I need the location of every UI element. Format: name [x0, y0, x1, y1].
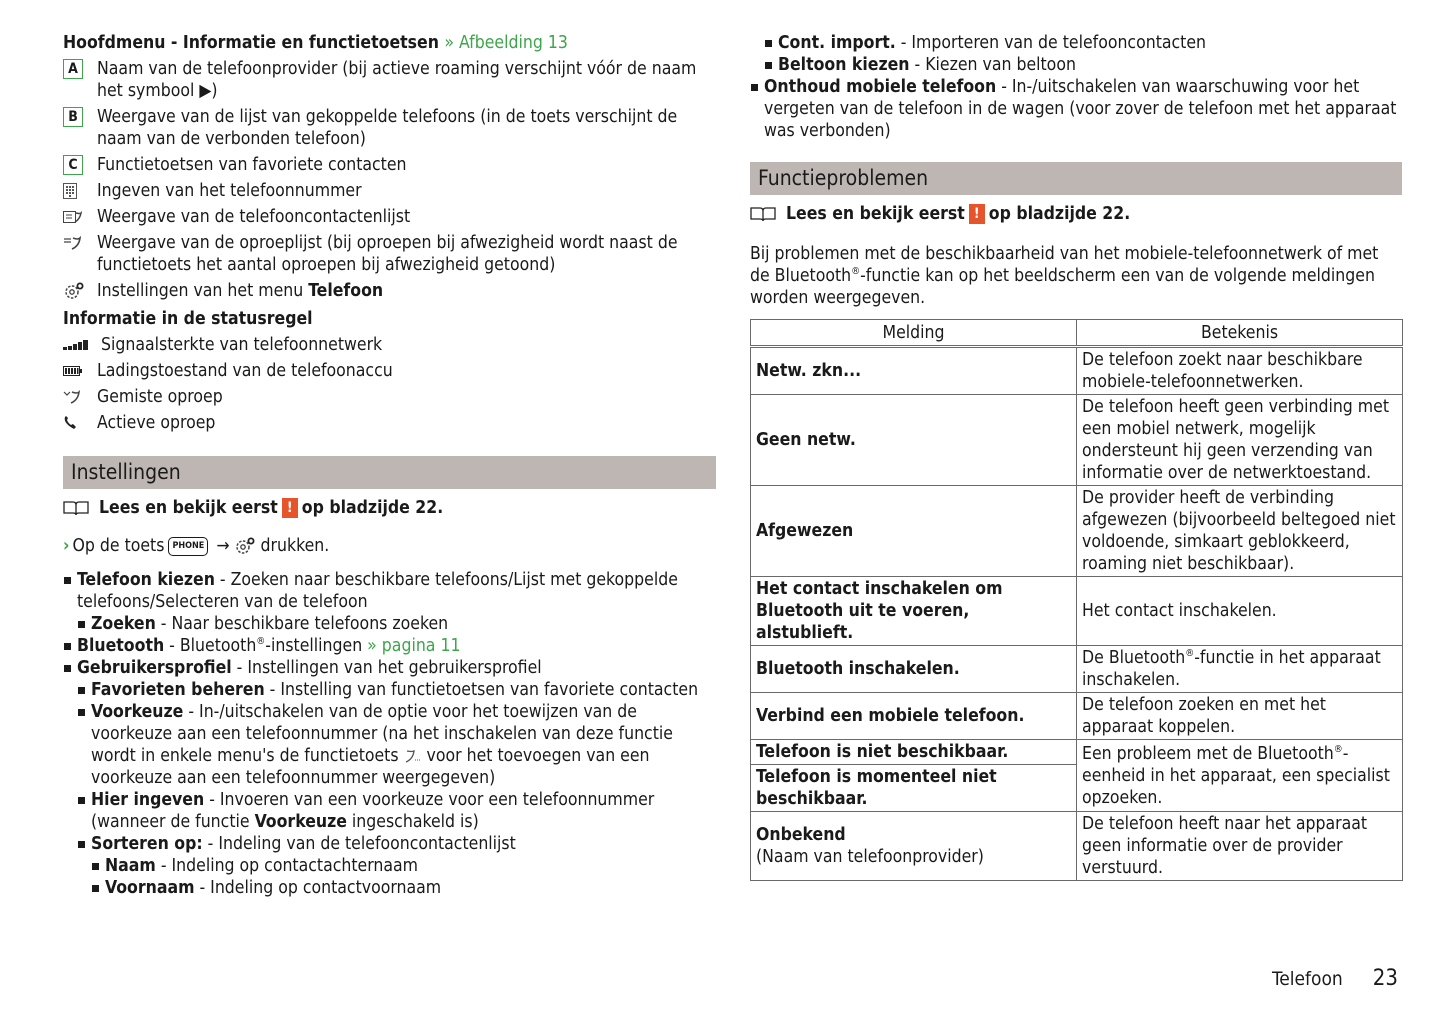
- menu-item-naam: Naam - Indeling op contactachternaam: [91, 855, 716, 877]
- legend-item-settings: Instellingen van het menu Telefoon: [63, 280, 716, 302]
- menu-item-beltoon-kiezen: Beltoon kiezen - Kiezen van beltoon: [764, 54, 1402, 76]
- instruction-step: › Op de toets PHONE → drukken.: [63, 536, 330, 556]
- menu-item-gebruikersprofiel: Gebruikersprofiel - Instellingen van het gebruikersprofiel: [63, 657, 716, 679]
- page-footer: [1272, 968, 1398, 990]
- table-row: Onbekend (Naam van telefoonprovider) De telefoon heeft naar het apparaat geen informatie over de provider verstuurd.: [751, 812, 1403, 881]
- warning-icon: !: [282, 498, 298, 518]
- step-chevron-icon: ›: [63, 536, 70, 556]
- table-row: Telefoon is niet beschikbaar. Een probleem met de Bluetooth®-eenheid in het apparaat, een specialist opzoeken.: [751, 740, 1403, 765]
- menu-item-favorieten-beheren: Favorieten beheren - Instelling van functietoetsen van favoriete contacten: [77, 679, 716, 701]
- menu-item-telefoon-kiezen: Telefoon kiezen - Zoeken naar beschikbare telefoons/Lijst met gekoppelde telefoons/Selecteren van de telefoon: [63, 569, 716, 613]
- battery-icon: [63, 360, 97, 382]
- menu-item-cont-import: Cont. import. - Importeren van de telefooncontacten: [764, 32, 1402, 54]
- active-call-icon: [63, 412, 97, 434]
- book-icon: [63, 500, 89, 516]
- column-header-melding: Melding: [751, 320, 1077, 347]
- legend-item-b: B Weergave van de lijst van gekoppelde telefoons (in de toets verschijnt de naam van de verbonden telefoon): [63, 106, 716, 150]
- warning-icon: !: [969, 204, 985, 224]
- status-heading: Informatie in de statusregel: [63, 309, 313, 329]
- prefix-dial-icon: [404, 749, 422, 763]
- legend-item-call-list: Weergave van de oproeplijst (bij oproepen bij afwezigheid wordt naast de functietoets het aantal oproepen bij afwezigheid getoond): [63, 232, 716, 276]
- status-item-battery: Ladingstoestand van de telefoonaccu: [63, 360, 716, 382]
- section-title-functieproblemen: Functieproblemen: [750, 162, 1402, 195]
- section-title-instellingen: Instellingen: [63, 456, 716, 489]
- menu-item-voorkeuze: Voorkeuze - In-/uitschakelen van de optie voor het toewijzen van de voorkeuze aan een telefoonnummer (na het inschakelen van deze functie wordt in enkele menu's de functietoets voor het toevoegen van een voorkeuze aan een telefoonnummer weergegeven): [77, 701, 716, 789]
- phone-key-icon: PHONE: [168, 537, 208, 556]
- right-column: [750, 32, 1402, 881]
- chapter-name: Telefoon: [1272, 968, 1343, 990]
- figure-link[interactable]: » Afbeelding 13: [444, 33, 568, 53]
- settings-gear-icon: [234, 537, 256, 555]
- legend-item-keypad: Ingeven van het telefoonnummer: [63, 180, 716, 202]
- status-item-active: Actieve oproep: [63, 412, 716, 434]
- menu-item-onthoud-mobiele-telefoon: Onthoud mobiele telefoon - In-/uitschakelen van waarschuwing voor het vergeten van de telefoon in de wagen (voor zover de telefoon met het apparaat was verbonden): [750, 76, 1402, 142]
- page-number: 23: [1372, 966, 1398, 991]
- left-column: [63, 32, 716, 899]
- contacts-list-icon: [63, 206, 97, 228]
- page-ref-link[interactable]: op bladzijde 22.: [301, 498, 444, 518]
- settings-menu-continued: [750, 32, 1402, 142]
- menu-item-voornaam: Voornaam - Indeling op contactvoornaam: [91, 877, 716, 899]
- read-first-note: Lees en bekijk eerst ! op bladzijde 22.: [63, 497, 716, 519]
- legend-item-c: C Functietoetsen van favoriete contacten: [63, 154, 716, 176]
- arrow-icon: →: [216, 536, 230, 556]
- status-item-missed: Gemiste oproep: [63, 386, 716, 408]
- status-item-signal: Signaalsterkte van telefoonnetwerk: [63, 334, 716, 356]
- menu-item-zoeken: Zoeken - Naar beschikbare telefoons zoeken: [77, 613, 716, 635]
- table-row: Bluetooth inschakelen. De Bluetooth®-functie in het apparaat inschakelen.: [751, 646, 1403, 693]
- letter-b-box-icon: B: [63, 107, 83, 127]
- menu-item-bluetooth: Bluetooth - Bluetooth®-instellingen » pagina 11: [63, 635, 716, 657]
- signal-strength-icon: [63, 334, 101, 356]
- messages-table: [750, 319, 1403, 881]
- intro-paragraph: Bij problemen met de beschikbaarheid van het mobiele-telefoonnetwerk of met de Bluetooth®-functie kan op het beeldscherm een van de volgende meldingen worden weergegeven.: [750, 244, 1379, 308]
- read-first-note: Lees en bekijk eerst ! op bladzijde 22.: [750, 203, 1402, 225]
- legend-item-contacts: Weergave van de telefooncontactenlijst: [63, 206, 716, 228]
- keypad-icon: [63, 180, 97, 202]
- table-row: Netw. zkn... De telefoon zoekt naar beschikbare mobiele-telefoonnetwerken.: [751, 347, 1403, 395]
- menu-item-sorteren-op: Sorteren op: - Indeling van de telefooncontactenlijst: [77, 833, 716, 855]
- letter-a-box-icon: A: [63, 59, 83, 79]
- table-row: Het contact inschakelen om Bluetooth uit te voeren, alstublieft. Het contact inschakelen.: [751, 577, 1403, 646]
- letter-c-box-icon: C: [63, 155, 83, 175]
- missed-call-icon: [63, 386, 97, 408]
- column-header-betekenis: Betekenis: [1077, 320, 1403, 347]
- main-menu-heading: Hoofdmenu - Informatie en functietoetsen » Afbeelding 13: [63, 33, 568, 53]
- settings-gear-icon: [63, 280, 97, 302]
- table-row: Telefoon is momenteel niet beschikbaar.: [751, 765, 1403, 812]
- table-row: Afgewezen De provider heeft de verbinding afgewezen (bijvoorbeeld beltegoed niet voldoende, simkaart geblokkeerd, roaming niet beschikbaar).: [751, 486, 1403, 577]
- legend-item-a: A Naam van de telefoonprovider (bij actieve roaming verschijnt vóór de naam het symbool ▶): [63, 58, 716, 102]
- settings-menu-list: [63, 569, 716, 899]
- menu-item-hier-ingeven: Hier ingeven - Invoeren van een voorkeuze voor een telefoonnummer (wanneer de functie Voorkeuze ingeschakeld is): [77, 789, 716, 833]
- page-11-link[interactable]: » pagina 11: [367, 636, 461, 656]
- call-list-icon: [63, 232, 97, 254]
- table-row: Verbind een mobiele telefoon. De telefoon zoeken en met het apparaat koppelen.: [751, 693, 1403, 740]
- table-row: Geen netw. De telefoon heeft geen verbinding met een mobiel netwerk, mogelijk ondersteunt hij geen verzending van informatie over de netwerktoestand.: [751, 395, 1403, 486]
- book-icon: [750, 206, 776, 222]
- page-ref-link[interactable]: op bladzijde 22.: [988, 204, 1131, 224]
